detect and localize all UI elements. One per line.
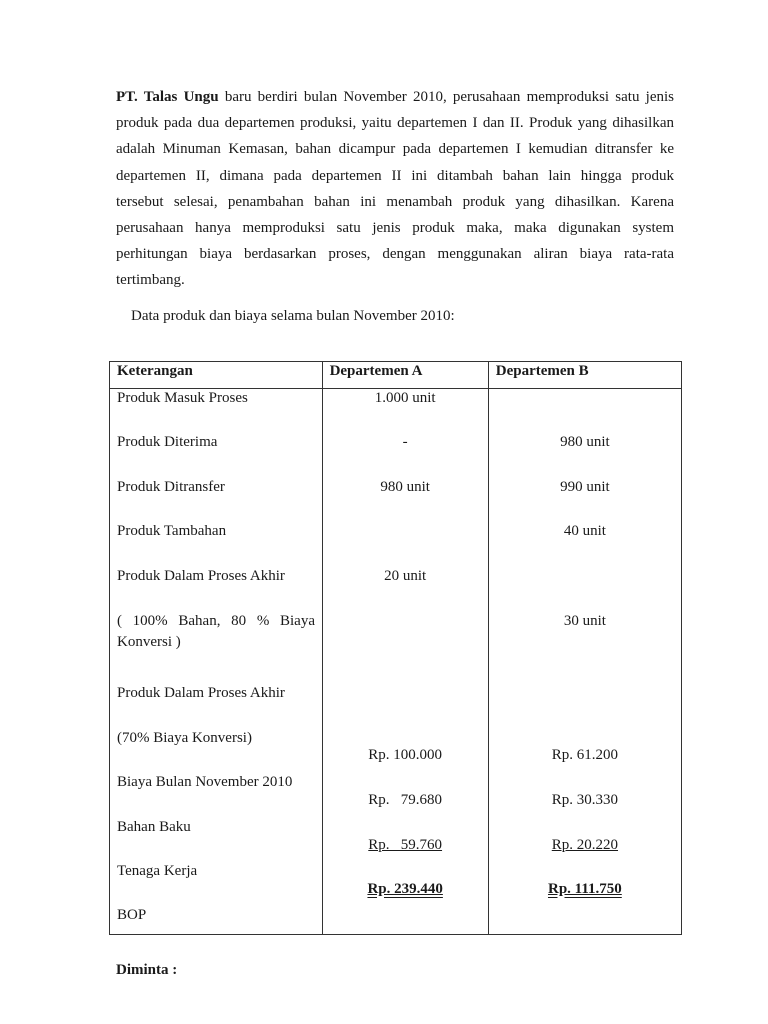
table-header-row xyxy=(110,362,682,389)
b-produk-dalam-proses-akhir: 30 unit xyxy=(563,613,606,629)
a-produk-ditransfer: 980 unit xyxy=(380,479,430,495)
b-produk-ditransfer: 990 unit xyxy=(560,479,610,495)
b-produk-diterima: 980 unit xyxy=(560,434,610,450)
problem-paragraph xyxy=(116,84,674,294)
a-produk-masuk-proses: 1.000 unit xyxy=(374,390,436,406)
a-produk-dalam-proses-akhir: 20 unit xyxy=(384,568,427,584)
label-produk-masuk-proses: Produk Masuk Proses xyxy=(117,390,248,406)
label-konversi-cont: Konversi ) xyxy=(117,634,181,650)
paragraph-line-1: PT. Talas Ungu baru berdiri bulan November 2010, perusahaan memproduksi satu jenis xyxy=(116,89,674,105)
label-70-biaya-konversi: (70% Biaya Konversi) xyxy=(117,730,252,746)
paragraph-line-5: tersebut selesai, penambahan bahan ini menambah produk yang dihasilkan. Karena xyxy=(116,193,674,210)
label-biaya-bulan-november: Biaya Bulan November 2010 xyxy=(117,774,293,790)
a-total: Rp. 239.440 xyxy=(367,881,443,897)
diminta-heading: Diminta : xyxy=(116,962,178,978)
label-produk-diterima: Produk Diterima xyxy=(117,434,218,450)
table-body-row xyxy=(110,389,682,935)
header-departemen-b: Departemen B xyxy=(488,362,681,389)
label-100-bahan-80-konversi: ( 100% Bahan, 80 % Biaya xyxy=(117,613,315,629)
paragraph-line-8: tertimbang. xyxy=(116,272,185,289)
b-total: Rp. 111.750 xyxy=(547,881,622,897)
a-bop: Rp. 59.760 xyxy=(368,837,443,853)
a-tenaga-kerja: Rp. 79.680 xyxy=(368,792,443,808)
paragraph-line-4: departemen II, dimana pada departemen II ini ditambah bahan lain hingga produk xyxy=(116,167,674,184)
departemen-a-column xyxy=(322,389,488,935)
data-intro: Data produk dan biaya selama bulan November 2010: xyxy=(131,308,455,324)
b-tenaga-kerja: Rp. 30.330 xyxy=(551,792,619,808)
paragraph-line-7: perhitungan biaya berdasarkan proses, dengan menggunakan aliran biaya rata-rata xyxy=(116,246,674,263)
product-cost-table xyxy=(109,361,682,935)
label-tenaga-kerja: Tenaga Kerja xyxy=(117,863,198,879)
label-produk-dalam-proses-akhir-a: Produk Dalam Proses Akhir xyxy=(117,568,285,584)
header-keterangan: Keterangan xyxy=(110,362,323,389)
label-produk-ditransfer: Produk Ditransfer xyxy=(117,479,225,495)
a-bahan-baku: Rp. 100.000 xyxy=(368,747,443,763)
paragraph-line-6: perusahaan hanya memproduksi satu jenis produk maka, maka digunakan system xyxy=(116,219,674,236)
a-produk-diterima: - xyxy=(402,434,408,450)
label-produk-dalam-proses-akhir-b: Produk Dalam Proses Akhir xyxy=(117,685,285,701)
paragraph-line-2: produk pada dua departemen produksi, yaitu departemen I dan II. Produk yang dihasilkan xyxy=(116,115,674,132)
paragraph-line-3: adalah Minuman Kemasan, bahan dicampur pada departemen I kemudian ditransfer ke xyxy=(116,141,674,158)
b-produk-tambahan: 40 unit xyxy=(563,523,606,539)
header-departemen-a: Departemen A xyxy=(322,362,488,389)
keterangan-column xyxy=(110,389,323,935)
b-bop: Rp. 20.220 xyxy=(551,837,619,853)
company-name: PT. Talas Ungu xyxy=(116,89,219,105)
label-produk-tambahan: Produk Tambahan xyxy=(117,523,227,539)
departemen-b-column xyxy=(488,389,681,935)
b-bahan-baku: Rp. 61.200 xyxy=(551,747,619,763)
label-bahan-baku: Bahan Baku xyxy=(117,819,191,835)
label-bop: BOP xyxy=(117,907,147,923)
